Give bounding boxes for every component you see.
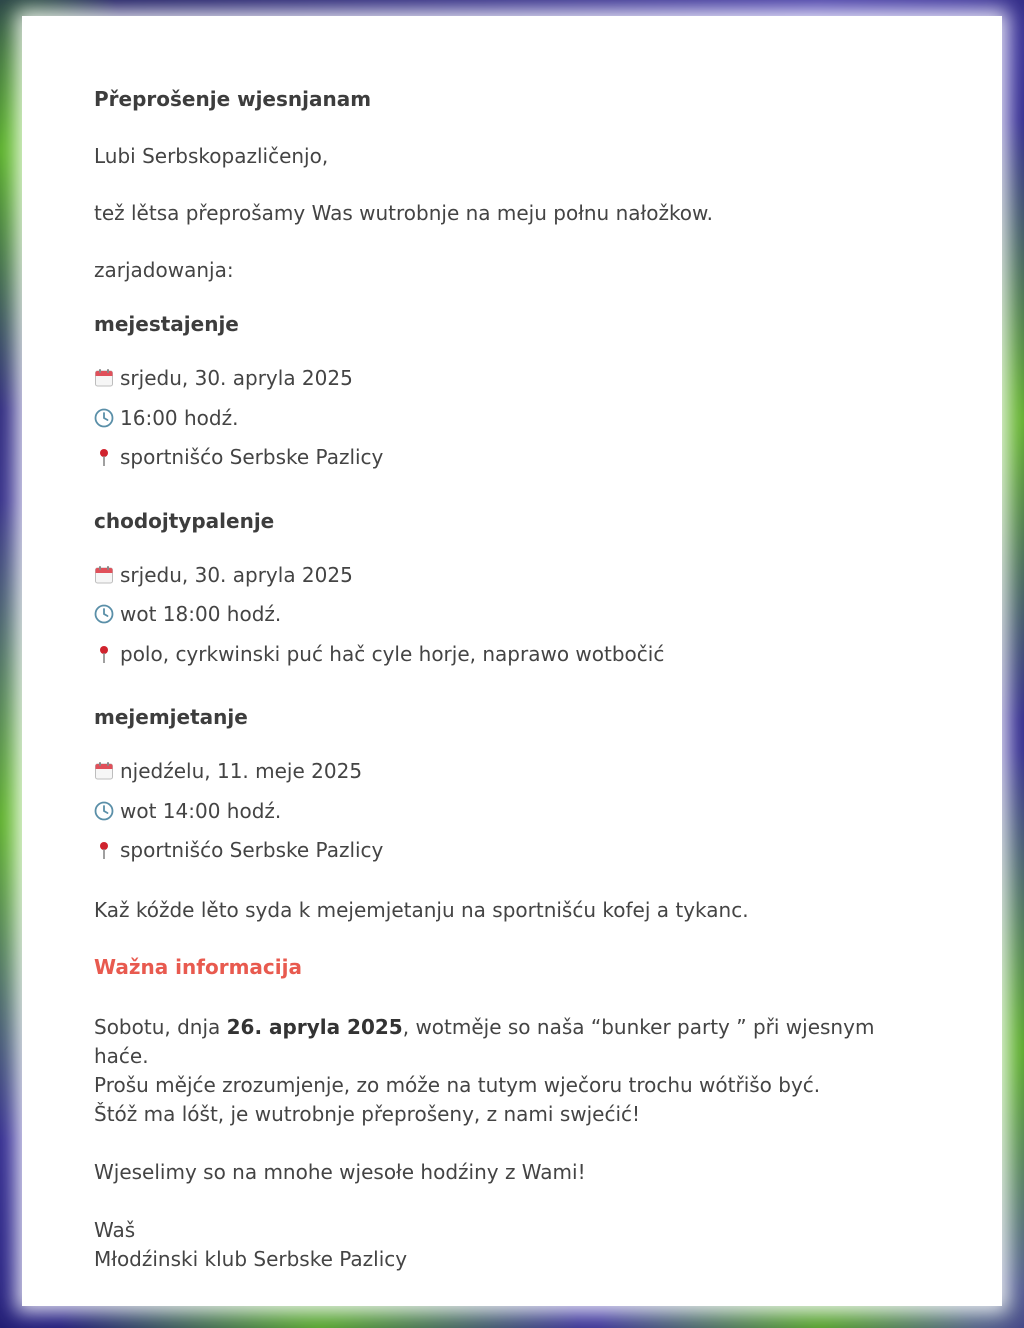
signature <box>94 1216 930 1274</box>
clock-icon <box>94 801 114 821</box>
page-title: Přeprošenje wjesnjanam <box>94 87 372 111</box>
event-date: srjedu, 30. apryla 2025 <box>120 562 353 587</box>
invitation-card <box>22 16 1002 1306</box>
important-line-3: Štóž ma lóšt, je wutrobnje přeprošeny, z nami swjećić! <box>94 1101 641 1126</box>
event-time-row <box>94 406 930 446</box>
event-date: srjedu, 30. apryla 2025 <box>120 366 353 390</box>
event-place-row <box>94 445 930 485</box>
clock-icon <box>94 604 114 624</box>
intro-text: tež lětsa přeprošamy Was wutrobnje na meju połnu nałožkow. <box>94 201 713 225</box>
event-block <box>94 312 930 485</box>
signature-line-2: Młodźinski klub Serbske Pazlicy <box>94 1246 408 1271</box>
event-block <box>94 509 930 682</box>
event-time-row <box>94 799 930 839</box>
event-place: sportnišćo Serbske Pazlicy <box>120 445 384 469</box>
important-suffix: , wotměje so naša “bunker party ” při wjesnym haće. <box>94 1014 875 1068</box>
event-place: sportnišćo Serbske Pazlicy <box>120 838 384 862</box>
event-details <box>94 759 930 878</box>
signature-line-1: Waš <box>94 1217 136 1242</box>
important-text <box>94 1013 930 1129</box>
pin-icon <box>94 840 114 860</box>
pin-icon <box>94 644 114 664</box>
event-time: wot 18:00 hodź. <box>120 602 282 626</box>
event-block <box>94 705 930 878</box>
event-heading: mejestajenje <box>94 312 239 336</box>
event-details <box>94 563 930 682</box>
important-prefix: Sobotu, dnja <box>94 1014 227 1039</box>
events-label: zarjadowanja: <box>94 258 234 282</box>
event-time: wot 14:00 hodź. <box>120 798 282 823</box>
event-heading: chodojtypalenje <box>94 508 275 533</box>
event-date-row <box>94 759 930 799</box>
calendar-icon <box>94 368 114 388</box>
event-heading: mejemjetanje <box>94 705 248 729</box>
event-date-row <box>94 366 930 406</box>
event-date-row <box>94 563 930 603</box>
calendar-icon <box>94 761 114 781</box>
important-line-2: Prošu mějće zrozumjenje, zo móže na tutym wječoru trochu wótřišo być. <box>94 1072 821 1097</box>
closing-text: Wjeselimy so na mnohe wjesołe hodźiny z Wami! <box>94 1159 586 1184</box>
pin-icon <box>94 447 114 467</box>
important-heading: Wažna informacija <box>94 954 302 979</box>
note-text: Kaž kóžde lěto syda k mejemjetanju na sportnišću kofej a tykanc. <box>94 897 749 922</box>
event-place-row <box>94 838 930 878</box>
important-date: 26. apryla 2025 <box>226 1014 403 1039</box>
event-details <box>94 366 930 485</box>
event-date: njedźelu, 11. meje 2025 <box>120 759 363 783</box>
greeting: Lubi Serbskopazličenjo, <box>94 144 329 168</box>
clock-icon <box>94 408 114 428</box>
event-time-row <box>94 602 930 642</box>
event-place-row <box>94 642 930 682</box>
event-place: polo, cyrkwinski puć hač cyle horje, naprawo wotbočić <box>120 641 665 666</box>
calendar-icon <box>94 565 114 585</box>
event-time: 16:00 hodź. <box>120 405 239 430</box>
